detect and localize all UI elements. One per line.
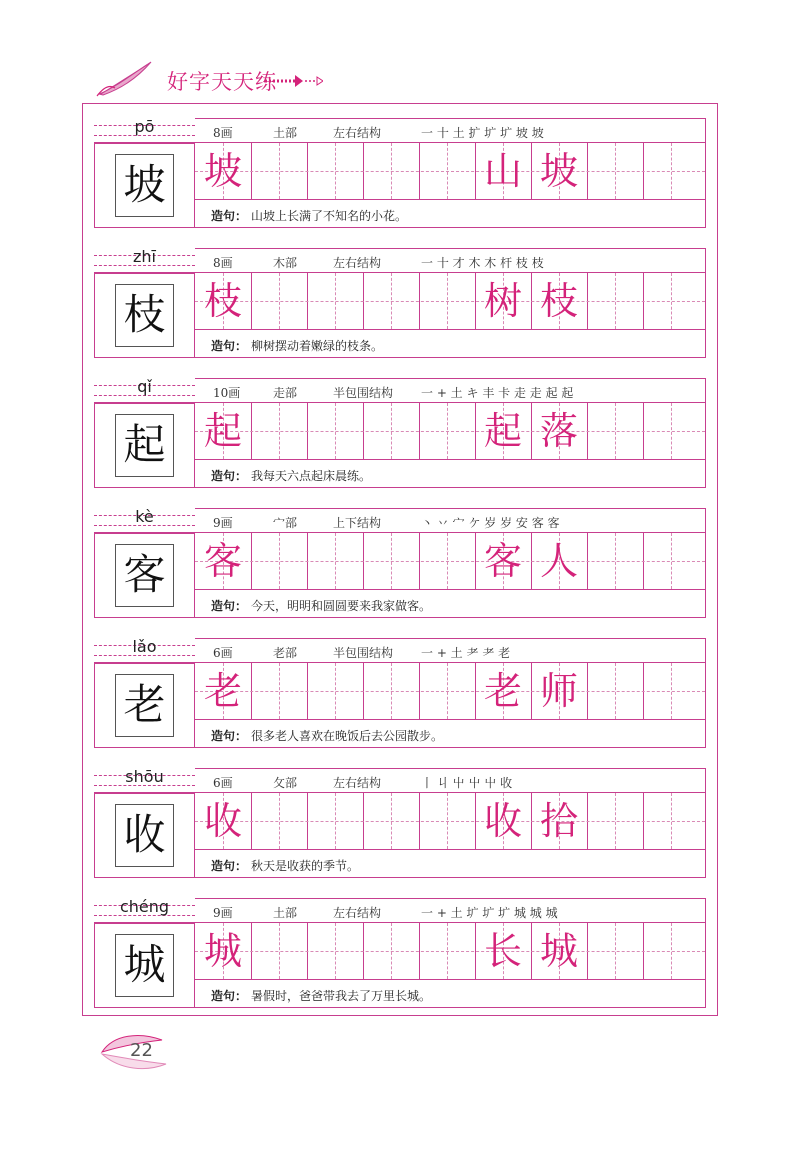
radical: 土部	[273, 906, 298, 920]
trace-character: 老	[203, 669, 242, 713]
pinyin-box	[94, 898, 195, 923]
model-character: 老	[123, 680, 166, 729]
page-title: 好字天天练	[167, 70, 277, 94]
model-character: 枝	[123, 290, 166, 339]
sentence-label: 造句：	[211, 859, 248, 873]
word-char-2: 拾	[539, 799, 578, 843]
practice-card	[94, 378, 706, 488]
page-number: 22	[130, 1040, 153, 1061]
example-sentence	[195, 200, 706, 228]
trace-character: 城	[203, 929, 242, 973]
model-character: 客	[123, 550, 166, 599]
pinyin: shōu	[125, 767, 164, 786]
word-char-2: 师	[539, 669, 578, 713]
writing-grid	[195, 793, 706, 850]
practice-card	[94, 768, 706, 878]
stroke-order: 一 + 土 圹 圹 圹 城 城 城	[421, 906, 558, 920]
writing-grid	[195, 143, 706, 200]
char-info-bar	[195, 638, 706, 663]
practice-card	[94, 898, 706, 1008]
sentence-label: 造句：	[211, 729, 248, 743]
pinyin-box	[94, 248, 195, 273]
practice-card	[94, 508, 706, 618]
stroke-count: 9画	[213, 516, 233, 530]
structure: 半包围结构	[333, 646, 394, 660]
sentence-text: 暑假时，爸爸带我去了万里长城。	[251, 989, 432, 1003]
example-sentence	[195, 980, 706, 1008]
page-footer	[100, 1030, 180, 1075]
word-char-1: 长	[483, 929, 522, 973]
model-character: 坡	[123, 160, 166, 209]
pinyin-box	[94, 118, 195, 143]
model-char-box	[94, 273, 195, 358]
pinyin: kè	[135, 507, 154, 526]
word-char-2: 枝	[539, 279, 578, 323]
word-char-1: 客	[483, 539, 522, 583]
stroke-order: 一 + 土 キ 丰 卡 走 走 起 起	[421, 386, 574, 400]
writing-grid	[195, 533, 706, 590]
sentence-text: 今天，明明和圆圆要来我家做客。	[251, 599, 432, 613]
model-char-box	[94, 793, 195, 878]
word-char-1: 收	[483, 799, 522, 843]
trace-character: 枝	[203, 279, 242, 323]
trace-character: 客	[203, 539, 242, 583]
trace-character: 坡	[203, 149, 242, 193]
radical: 木部	[273, 256, 298, 270]
sentence-text: 我每天六点起床晨练。	[251, 469, 372, 483]
word-char-1: 起	[483, 409, 522, 453]
dotted-arrow-icon	[265, 75, 323, 87]
example-sentence	[195, 720, 706, 748]
pinyin: zhī	[133, 247, 156, 266]
radical: 攵部	[273, 776, 298, 790]
model-char-box	[94, 143, 195, 228]
writing-grid	[195, 663, 706, 720]
pinyin-box	[94, 768, 195, 793]
sentence-text: 柳树摆动着嫩绿的枝条。	[251, 339, 384, 353]
sentence-text: 山坡上长满了不知名的小花。	[251, 209, 408, 223]
sentence-label: 造句：	[211, 469, 248, 483]
structure: 上下结构	[333, 516, 382, 530]
stroke-order: 丨 丩 屮 屮 屮 收	[421, 776, 513, 790]
sentence-text: 秋天是收获的季节。	[251, 859, 360, 873]
page-header	[95, 58, 395, 98]
word-char-2: 城	[539, 929, 578, 973]
stroke-count: 8画	[213, 126, 233, 140]
pinyin: chéng	[119, 897, 170, 916]
structure: 左右结构	[333, 256, 382, 270]
stroke-count: 6画	[213, 776, 233, 790]
model-char-box	[94, 663, 195, 748]
sentence-label: 造句：	[211, 989, 248, 1003]
radical: 土部	[273, 126, 298, 140]
char-info-bar	[195, 248, 706, 273]
model-char-box	[94, 403, 195, 488]
pinyin-box	[94, 638, 195, 663]
example-sentence	[195, 590, 706, 618]
practice-card	[94, 118, 706, 228]
stroke-order: 一 十 才 木 木 杆 枝 枝	[421, 256, 544, 270]
radical: 宀部	[273, 516, 298, 530]
sentence-text: 很多老人喜欢在晚饭后去公园散步。	[251, 729, 444, 743]
writing-grid	[195, 273, 706, 330]
stroke-count: 8画	[213, 256, 233, 270]
sentence-label: 造句：	[211, 209, 248, 223]
word-char-1: 山	[483, 149, 522, 193]
writing-grid	[195, 923, 706, 980]
stroke-order: 一 十 土 扩 圹 圹 坡 坡	[421, 126, 544, 140]
model-char-box	[94, 533, 195, 618]
stroke-order: 丶 丷 宀 ケ 岁 岁 安 客 客	[421, 516, 560, 530]
trace-character: 起	[203, 409, 242, 453]
pinyin-box	[94, 378, 195, 403]
sentence-label: 造句：	[211, 599, 248, 613]
example-sentence	[195, 330, 706, 358]
example-sentence	[195, 850, 706, 878]
stroke-count: 6画	[213, 646, 233, 660]
char-info-bar	[195, 508, 706, 533]
char-info-bar	[195, 118, 706, 143]
model-character: 收	[123, 810, 166, 859]
practice-card	[94, 248, 706, 358]
char-info-bar	[195, 898, 706, 923]
word-char-1: 树	[483, 279, 522, 323]
structure: 半包围结构	[333, 386, 394, 400]
structure: 左右结构	[333, 776, 382, 790]
char-info-bar	[195, 378, 706, 403]
radical: 老部	[273, 646, 298, 660]
model-character: 城	[123, 940, 166, 989]
pinyin: qǐ	[137, 377, 152, 396]
model-character: 起	[123, 420, 166, 469]
structure: 左右结构	[333, 126, 382, 140]
stroke-order: 一 + 土 耂 耂 老	[421, 646, 511, 660]
quill-pen-icon	[95, 58, 155, 98]
word-char-2: 落	[539, 409, 578, 453]
structure: 左右结构	[333, 906, 382, 920]
example-sentence	[195, 460, 706, 488]
word-char-2: 人	[539, 539, 578, 583]
pinyin: pō	[134, 117, 155, 136]
sentence-label: 造句：	[211, 339, 248, 353]
word-char-2: 坡	[539, 149, 578, 193]
practice-card	[94, 638, 706, 748]
radical: 走部	[273, 386, 298, 400]
stroke-count: 10画	[213, 386, 241, 400]
pinyin-box	[94, 508, 195, 533]
model-char-box	[94, 923, 195, 1008]
pinyin: lǎo	[132, 637, 157, 656]
char-info-bar	[195, 768, 706, 793]
word-char-1: 老	[483, 669, 522, 713]
writing-grid	[195, 403, 706, 460]
trace-character: 收	[203, 799, 242, 843]
stroke-count: 9画	[213, 906, 233, 920]
